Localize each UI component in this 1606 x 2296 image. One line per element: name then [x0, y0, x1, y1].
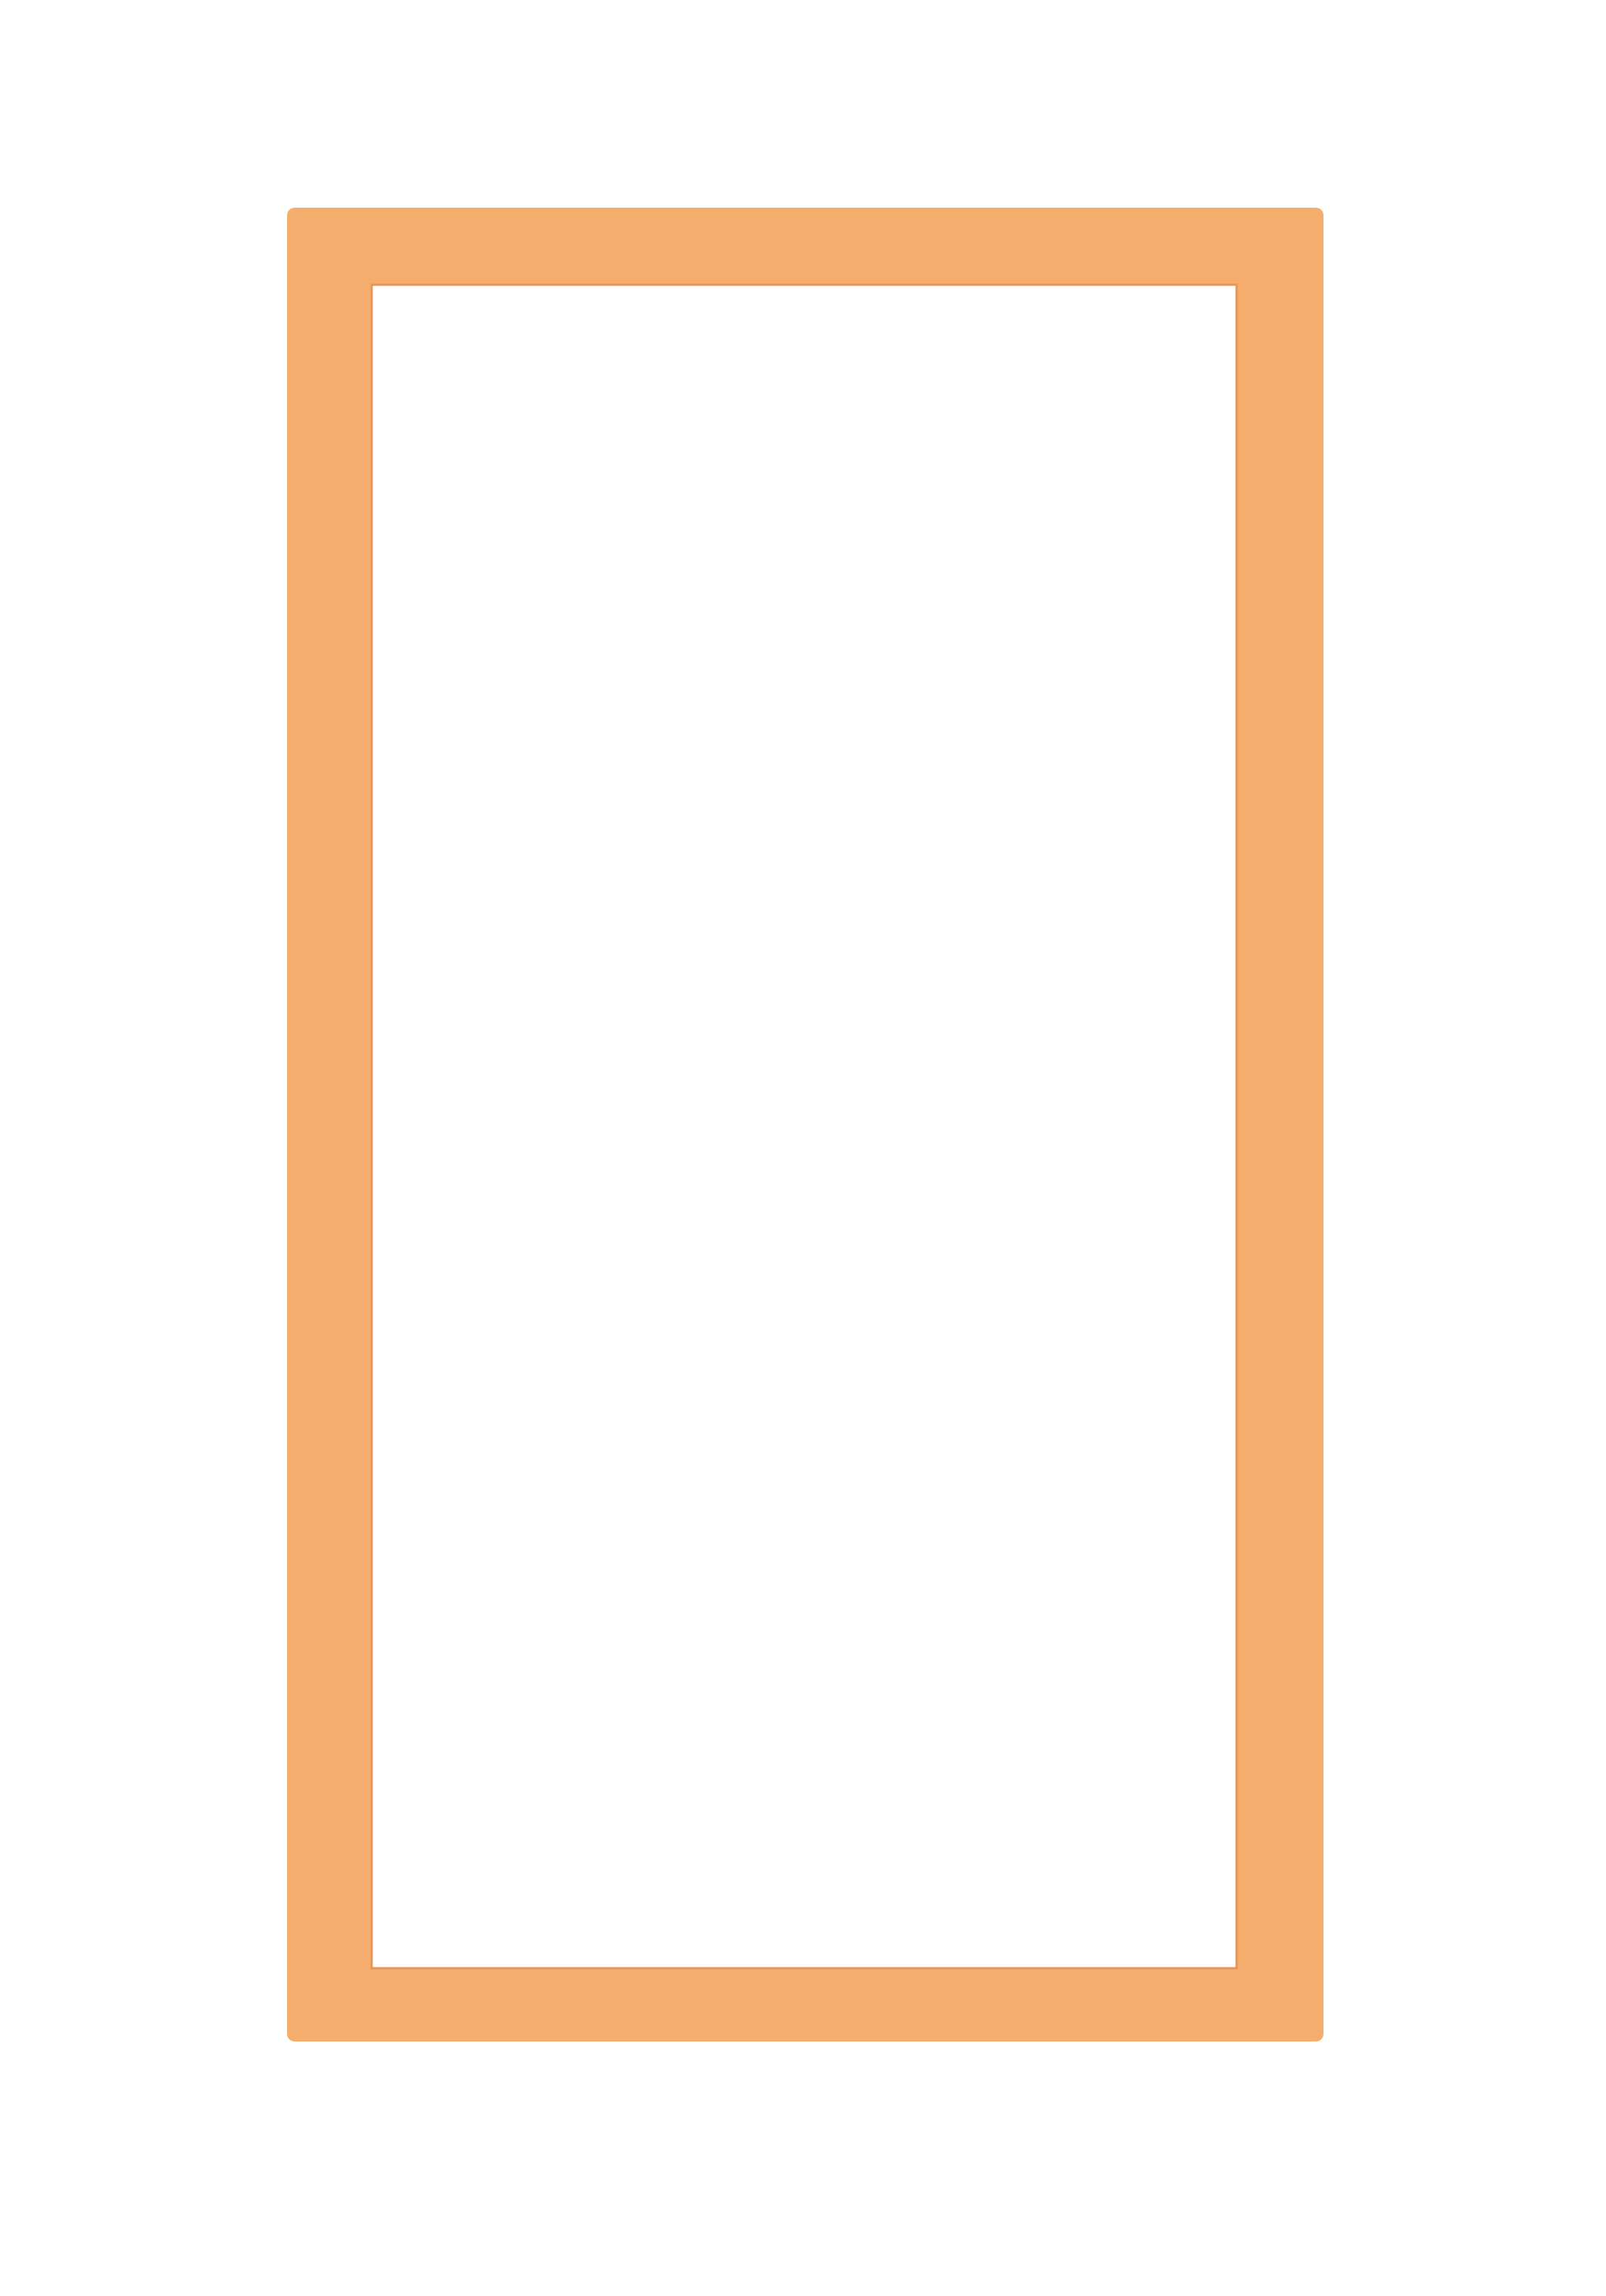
verse-panel [376, 289, 1232, 1964]
